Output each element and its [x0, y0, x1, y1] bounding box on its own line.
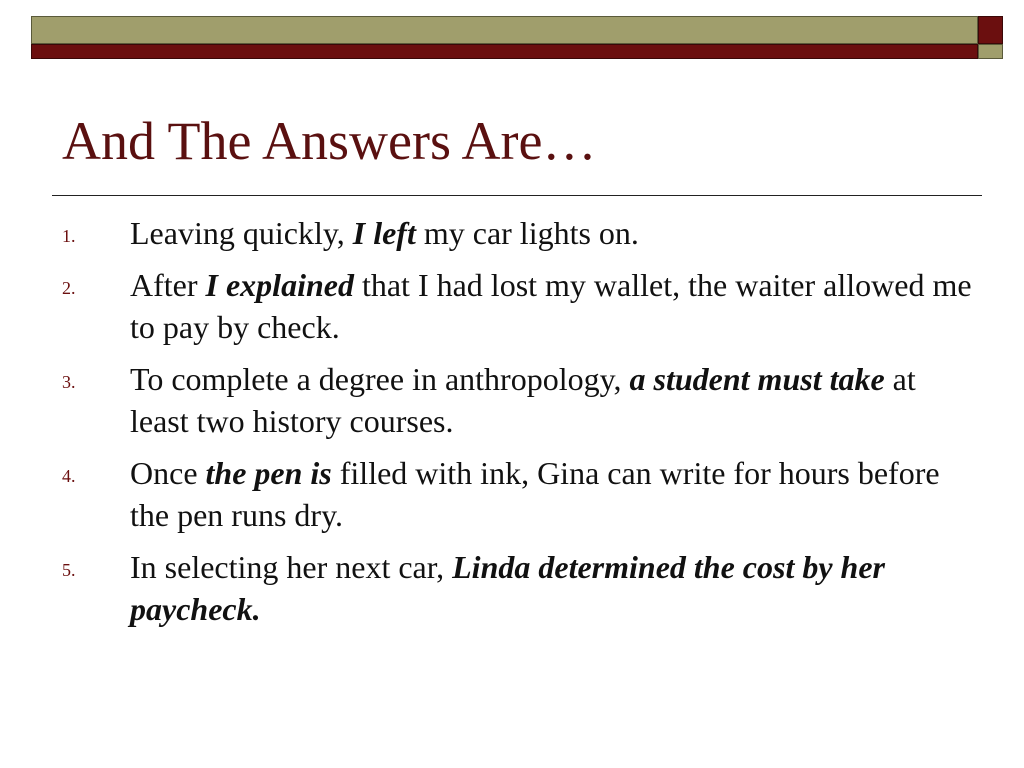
list-item — [62, 452, 972, 536]
item-number: 3. — [62, 372, 76, 392]
item-text: Once the pen is filled with ink, Gina can write for hours before the pen runs dry. — [130, 455, 940, 533]
item-number: 1. — [62, 226, 76, 246]
item-number: 5. — [62, 560, 76, 580]
list-item — [62, 212, 972, 254]
header-band-maroon — [31, 44, 978, 59]
item-number: 2. — [62, 278, 76, 298]
title-divider — [52, 195, 982, 196]
item-number: 4. — [62, 466, 76, 486]
item-text: To complete a degree in anthropology, a student must take at least two history courses. — [130, 361, 916, 439]
slide-title: And The Answers Are… — [62, 111, 597, 171]
header-band-olive — [31, 16, 978, 44]
item-text: After I explained that I had lost my wallet, the waiter allowed me to pay by check. — [130, 267, 972, 345]
list-item — [62, 264, 972, 348]
corner-square-olive — [978, 44, 1003, 59]
answer-list — [62, 212, 972, 640]
item-text: In selecting her next car, Linda determined the cost by her paycheck. — [130, 549, 885, 627]
list-item — [62, 358, 972, 442]
list-item — [62, 546, 972, 630]
item-text: Leaving quickly, I left my car lights on. — [130, 215, 639, 251]
corner-square-maroon — [978, 16, 1003, 44]
